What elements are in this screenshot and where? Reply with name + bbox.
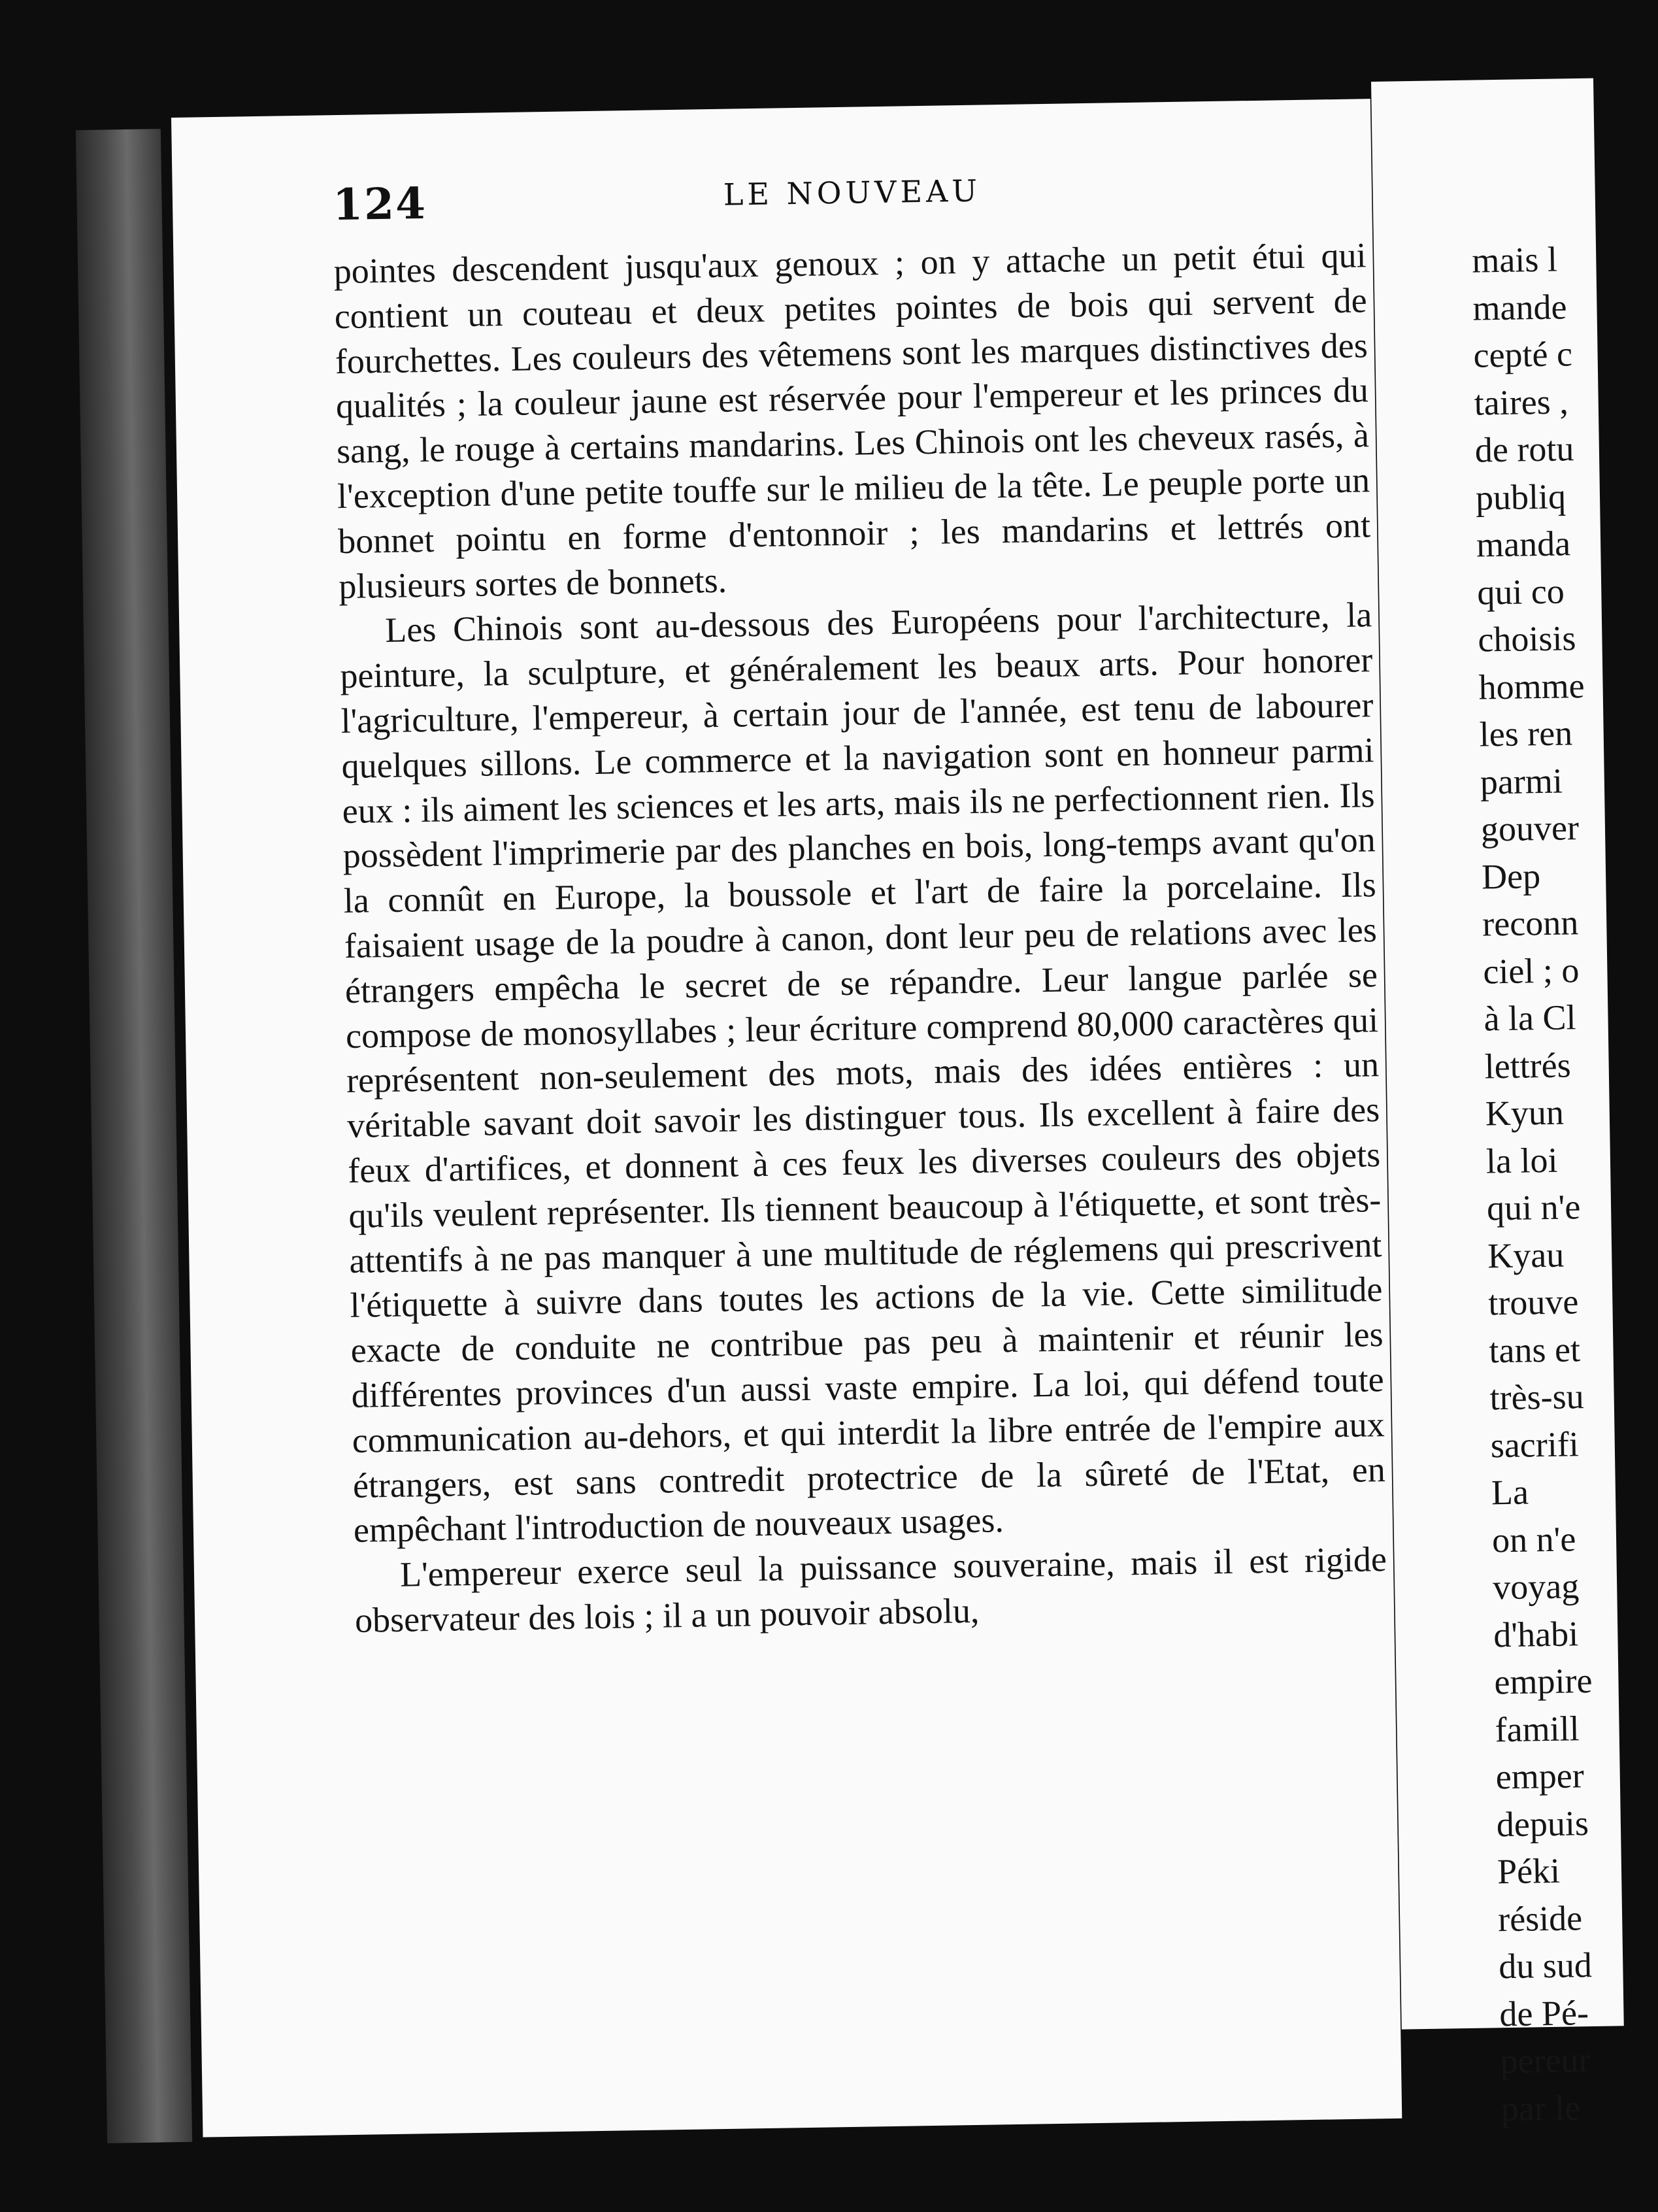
- right-page-line: voyag: [1492, 1566, 1580, 1607]
- right-page-line: la loi: [1485, 1140, 1558, 1181]
- book-spine-shadow: [76, 129, 192, 2143]
- right-page-line: de Pé-: [1499, 1992, 1589, 2034]
- right-page-line: reconn: [1482, 903, 1579, 944]
- right-page-line: gouver: [1480, 808, 1580, 849]
- right-page-line: famill: [1495, 1708, 1580, 1749]
- right-page-line: depuis: [1496, 1803, 1589, 1844]
- right-page-line: cepté c: [1473, 334, 1573, 375]
- right-page-line: pereur: [1500, 2040, 1591, 2081]
- right-page-line: Péki: [1497, 1851, 1561, 1892]
- body-text: [333, 233, 1387, 1643]
- right-page-edge: [1371, 78, 1624, 2128]
- right-page-line: ciel ; o: [1482, 950, 1580, 991]
- right-page-line: homme: [1478, 665, 1585, 707]
- right-page-line: empire: [1494, 1660, 1593, 1702]
- right-page-line: Kyun: [1485, 1092, 1565, 1133]
- paragraph: Les Chinois sont au-dessous des Européens pour l'architecture, la peinture, la sculpture, et généralement les beaux arts. Pour honorer l'agriculture, l'empereur, à certain jour de l'année, est tenu de labourer quelques sillons. Le commerce et la navigation sont en honneur parmi eux : ils aiment les sciences et les arts, mais ils ne perfectionnent rien. Ils possèdent l'imprimerie par des planches en bois, long-temps avant qu'on la connût en Europe, la boussole et l'art de faire la porcelaine. Ils faisaient usage de la poudre à canon, dont leur peu de relations avec les étrangers empêcha le secret de se répandre. Leur langue parlée se compose de monosyllabes ; leur écriture comprend 80,000 caractères qui représentent non-seulement des mots, mais des idées entières : un véritable savant doit savoir les distinguer tous. Ils excellent à faire des feux d'artifices, et donnent à ces feux les diverses couleurs des objets qu'ils veulent représenter. Ils tiennent beaucoup à l'étiquette, et sont très-attentifs à ne pas manquer à une multitude de réglemens qui prescrivent l'étiquette à suivre dans toutes les actions de la vie. Cette similitude exacte de conduite ne contribue pas peu à maintenir et réunir les différentes provinces d'un aussi vaste empire. La loi, qui défend toute communication au-dehors, et qui interdit la libre entrée de l'empire aux étrangers, est sans contredit protectrice de la sûreté de l'Etat, en empêchant l'introduction de nouveaux usages.: [339, 595, 1386, 1550]
- right-page-line: qui n'e: [1486, 1187, 1581, 1228]
- right-page-line: tans et: [1489, 1329, 1581, 1370]
- right-page-line: taires ,: [1474, 381, 1569, 423]
- page-number: 124: [332, 177, 427, 231]
- right-page-line: La: [1491, 1472, 1529, 1513]
- right-page-line: très-su: [1489, 1377, 1585, 1418]
- right-page-line: de rotu: [1474, 429, 1574, 470]
- right-page-line: qui co: [1476, 571, 1565, 612]
- right-page-line: parmi: [1480, 761, 1563, 802]
- right-page-text: [1472, 235, 1658, 2132]
- right-page-line: Kyau: [1487, 1235, 1565, 1275]
- right-page-line: d'habi: [1493, 1613, 1579, 1654]
- right-page-line: on n'e: [1491, 1518, 1576, 1560]
- right-page-line: publiq: [1475, 476, 1567, 518]
- paragraph: L'empereur exerce seul la puissance souveraine, mais il est rigide observateur des lois ; il a un pouvoir absolu,: [354, 1539, 1387, 1640]
- right-page-line: mande: [1472, 286, 1567, 328]
- right-page-line: sacrifi: [1490, 1424, 1580, 1465]
- paragraph: pointes descendent jusqu'aux genoux ; on y attache un petit étui qui contient un couteau et deux petites pointes de bois qui servent de fourchettes. Les couleurs des vêtemens sont les marques distinctives des qualités ; la couleur jaune est réservée pour l'empereur et les princes du sang, le rouge à certains mandarins. Les Chinois ont les cheveux rasés, à l'exception d'une petite touffe sur le milieu de la tête. Le peuple porte un bonnet pointu en forme d'entonnoir ; les mandarins et lettrés ont plusieurs sortes de bonnets.: [333, 235, 1371, 606]
- right-page-line: trouve: [1487, 1282, 1579, 1323]
- right-page-line: du sud: [1498, 1945, 1593, 1986]
- right-page-line: manda: [1476, 524, 1571, 565]
- page-header: [332, 163, 1372, 231]
- right-page-line: choisis: [1477, 618, 1576, 660]
- right-page-line: Dep: [1481, 856, 1541, 896]
- right-page-line: les ren: [1479, 713, 1573, 754]
- running-head: LE NOUVEAU: [723, 173, 982, 212]
- right-page-line: par le: [1500, 2087, 1581, 2128]
- left-page: [171, 99, 1402, 2137]
- right-page-line: lettrés: [1484, 1045, 1572, 1086]
- right-page-line: à la Cl: [1484, 997, 1576, 1039]
- right-page-line: emper: [1495, 1756, 1585, 1797]
- right-page-line: mais l: [1471, 239, 1558, 280]
- right-page-line: réside: [1497, 1898, 1583, 1939]
